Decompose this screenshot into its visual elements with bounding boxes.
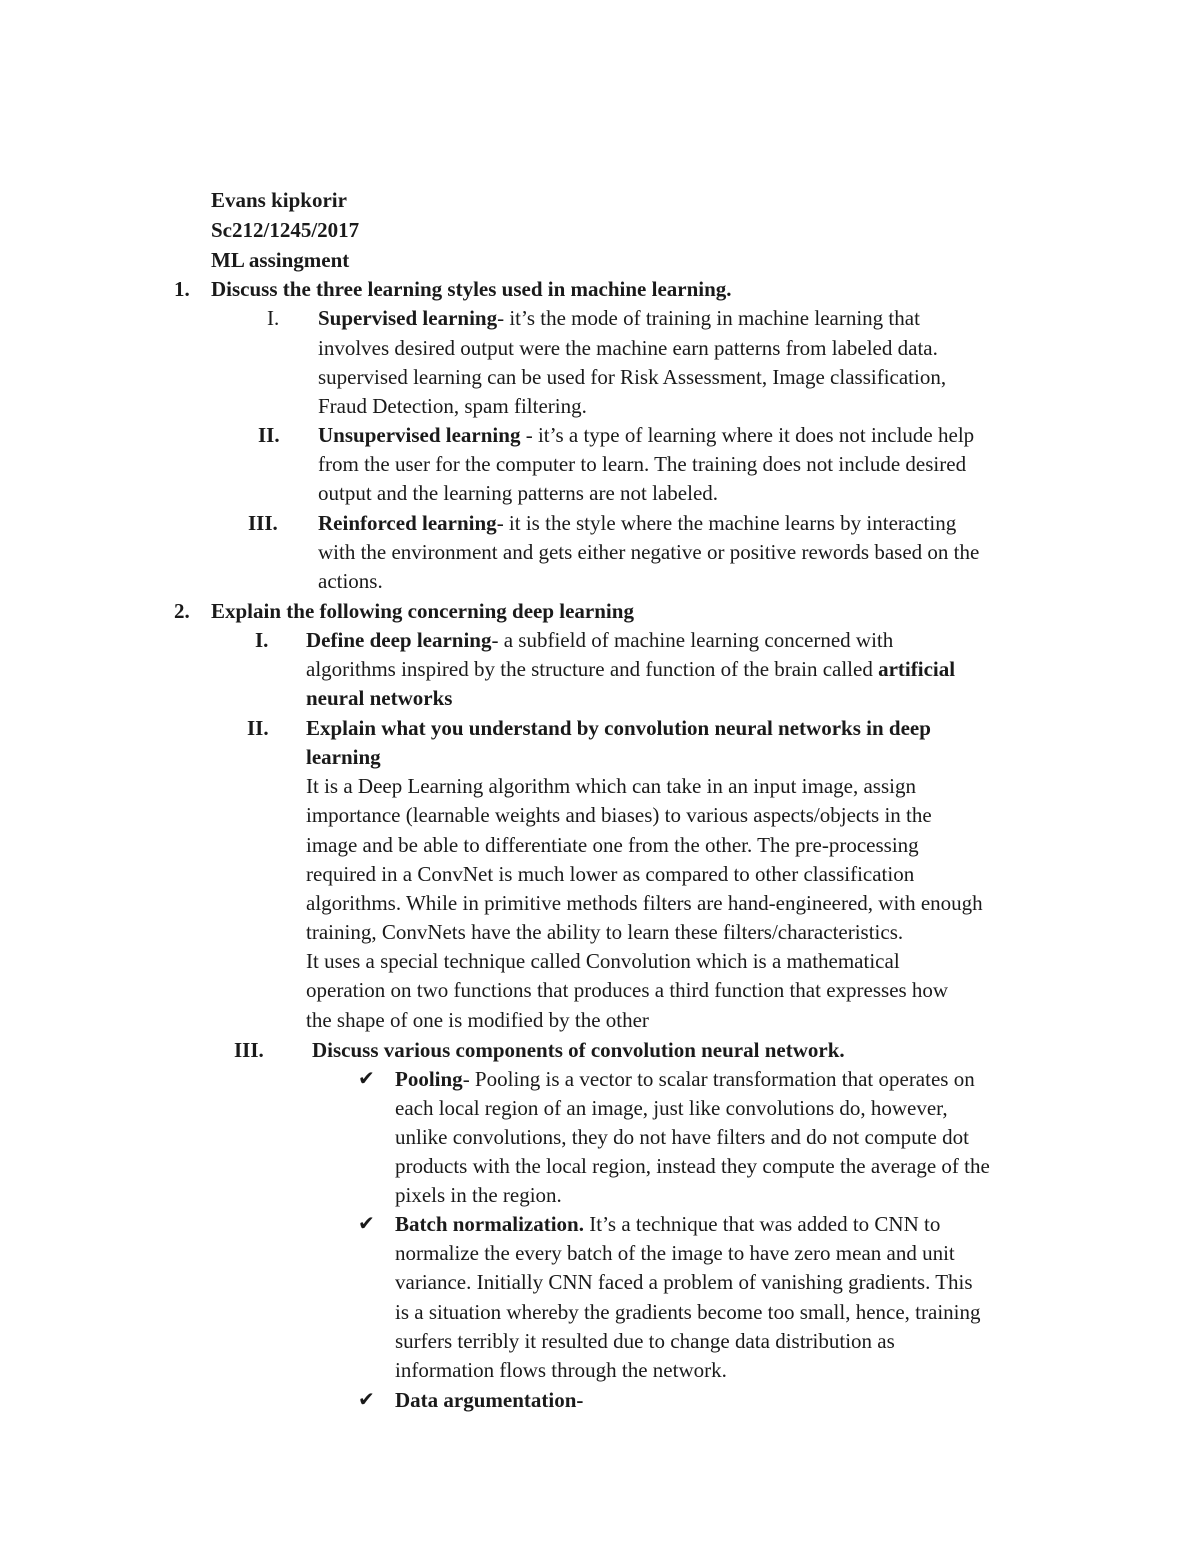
q2-number: 2. <box>174 599 190 623</box>
bullet-data-augmentation-term: Data argumentation- <box>395 1388 584 1412</box>
q2-item-2-heading-2: learning <box>306 745 381 769</box>
q1-item-3-line-2: with the environment and gets either negative or positive rewords based on the <box>318 540 980 564</box>
q2-item-2-heading-1: Explain what you understand by convolution neural networks in deep <box>306 716 931 740</box>
bullet-batchnorm-term: Batch normalization. <box>395 1212 584 1236</box>
bullet-batchnorm-line-6: information flows through the network. <box>395 1358 727 1382</box>
q1-item-3-term: Reinforced learning <box>318 511 497 535</box>
q2-item-2-number: II. <box>247 716 269 740</box>
q2-item-2-body-6: training, ConvNets have the ability to learn these filters/characteristics. <box>306 920 904 944</box>
checkmark-icon: ✔ <box>358 1387 375 1411</box>
q2-item-1-line-3: neural networks <box>306 686 453 710</box>
q1-item-1-line-1 <box>318 308 920 329</box>
q1-item-3-number: III. <box>248 511 278 535</box>
q2-item-2-body-2: importance (learnable weights and biases) to various aspects/objects in the <box>306 803 932 827</box>
q1-number: 1. <box>174 277 190 301</box>
q2-item-3-heading: Discuss various components of convolution neural network. <box>312 1038 845 1062</box>
q1-item-2-line-3: output and the learning patterns are not labeled. <box>318 481 719 505</box>
q2-item-2-body-9: the shape of one is modified by the other <box>306 1008 649 1032</box>
q2-item-2-body-5: algorithms. While in primitive methods filters are hand-engineered, with enough <box>306 891 983 915</box>
bullet-batchnorm-line-2: normalize the every batch of the image to have zero mean and unit <box>395 1241 955 1265</box>
bullet-pooling-line-1 <box>395 1069 975 1090</box>
q2-item-2-body-3: image and be able to differentiate one from the other. The pre-processing <box>306 833 919 857</box>
q2-item-2-body-4: required in a ConvNet is much lower as compared to other classification <box>306 862 915 886</box>
bullet-batchnorm-text: It’s a technique that was added to CNN to <box>584 1212 941 1236</box>
bullet-batchnorm-line-3: variance. Initially CNN faced a problem of vanishing gradients. This <box>395 1270 973 1294</box>
q1-question: Discuss the three learning styles used in machine learning. <box>211 277 732 301</box>
bullet-pooling-line-5: pixels in the region. <box>395 1183 562 1207</box>
q2-question: Explain the following concerning deep learning <box>211 599 634 623</box>
q1-item-1-text: - it’s the mode of training in machine learning that <box>497 306 920 330</box>
bullet-pooling-line-2: each local region of an image, just like convolutions do, however, <box>395 1096 948 1120</box>
checkmark-icon: ✔ <box>358 1211 375 1235</box>
q1-item-1-line-4: Fraud Detection, spam filtering. <box>318 394 587 418</box>
q2-item-2-body-1: It is a Deep Learning algorithm which can take in an input image, assign <box>306 774 916 798</box>
q1-item-1-number: I. <box>267 306 280 330</box>
bullet-pooling-line-3: unlike convolutions, they do not have filters and do not compute dot <box>395 1125 969 1149</box>
bullet-pooling-text: - Pooling is a vector to scalar transformation that operates on <box>462 1067 975 1091</box>
q2-item-1-bold-term: artificial <box>878 657 956 681</box>
q2-item-1-line-1 <box>306 630 893 651</box>
q2-item-2-body-7: It uses a special technique called Convolution which is a mathematical <box>306 949 900 973</box>
bullet-pooling-line-4: products with the local region, instead they compute the average of the <box>395 1154 990 1178</box>
q2-item-2-body-8: operation on two functions that produces a third function that expresses how <box>306 978 949 1002</box>
author-name: Evans kipkorir <box>211 188 347 212</box>
assignment-title: ML assingment <box>211 248 350 272</box>
registration-number: Sc212/1245/2017 <box>211 218 360 242</box>
q1-item-1-line-2: involves desired output were the machine earn patterns from labeled data. <box>318 336 938 360</box>
q1-item-1-line-3: supervised learning can be used for Risk Assessment, Image classification, <box>318 365 947 389</box>
q2-item-3-number: III. <box>234 1038 264 1062</box>
bullet-batchnorm-line-5: surfers terribly it resulted due to change data distribution as <box>395 1329 895 1353</box>
q1-item-2-line-2: from the user for the computer to learn. The training does not include desired <box>318 452 967 476</box>
q1-item-3-line-3: actions. <box>318 569 383 593</box>
bullet-batchnorm-line-1 <box>395 1214 940 1235</box>
q1-item-3-line-1 <box>318 513 956 534</box>
q2-item-1-line-2 <box>306 659 955 680</box>
checkmark-icon: ✔ <box>358 1066 375 1090</box>
q2-item-1-text: - a subfield of machine learning concerned with <box>491 628 894 652</box>
q1-item-2-number: II. <box>258 423 280 447</box>
q2-item-1-text-2: algorithms inspired by the structure and function of the brain called <box>306 657 879 681</box>
q1-item-2-line-1 <box>318 425 974 446</box>
bullet-pooling-term: Pooling <box>395 1067 463 1091</box>
bullet-batchnorm-line-4: is a situation whereby the gradients become too small, hence, training <box>395 1300 981 1324</box>
q1-item-2-text: - it’s a type of learning where it does not include help <box>520 423 975 447</box>
q2-item-1-number: I. <box>255 628 269 652</box>
q1-item-1-term: Supervised learning <box>318 306 498 330</box>
q1-item-2-term: Unsupervised learning <box>318 423 521 447</box>
q1-item-3-text: - it is the style where the machine learns by interacting <box>496 511 957 535</box>
q2-item-1-term: Define deep learning <box>306 628 492 652</box>
